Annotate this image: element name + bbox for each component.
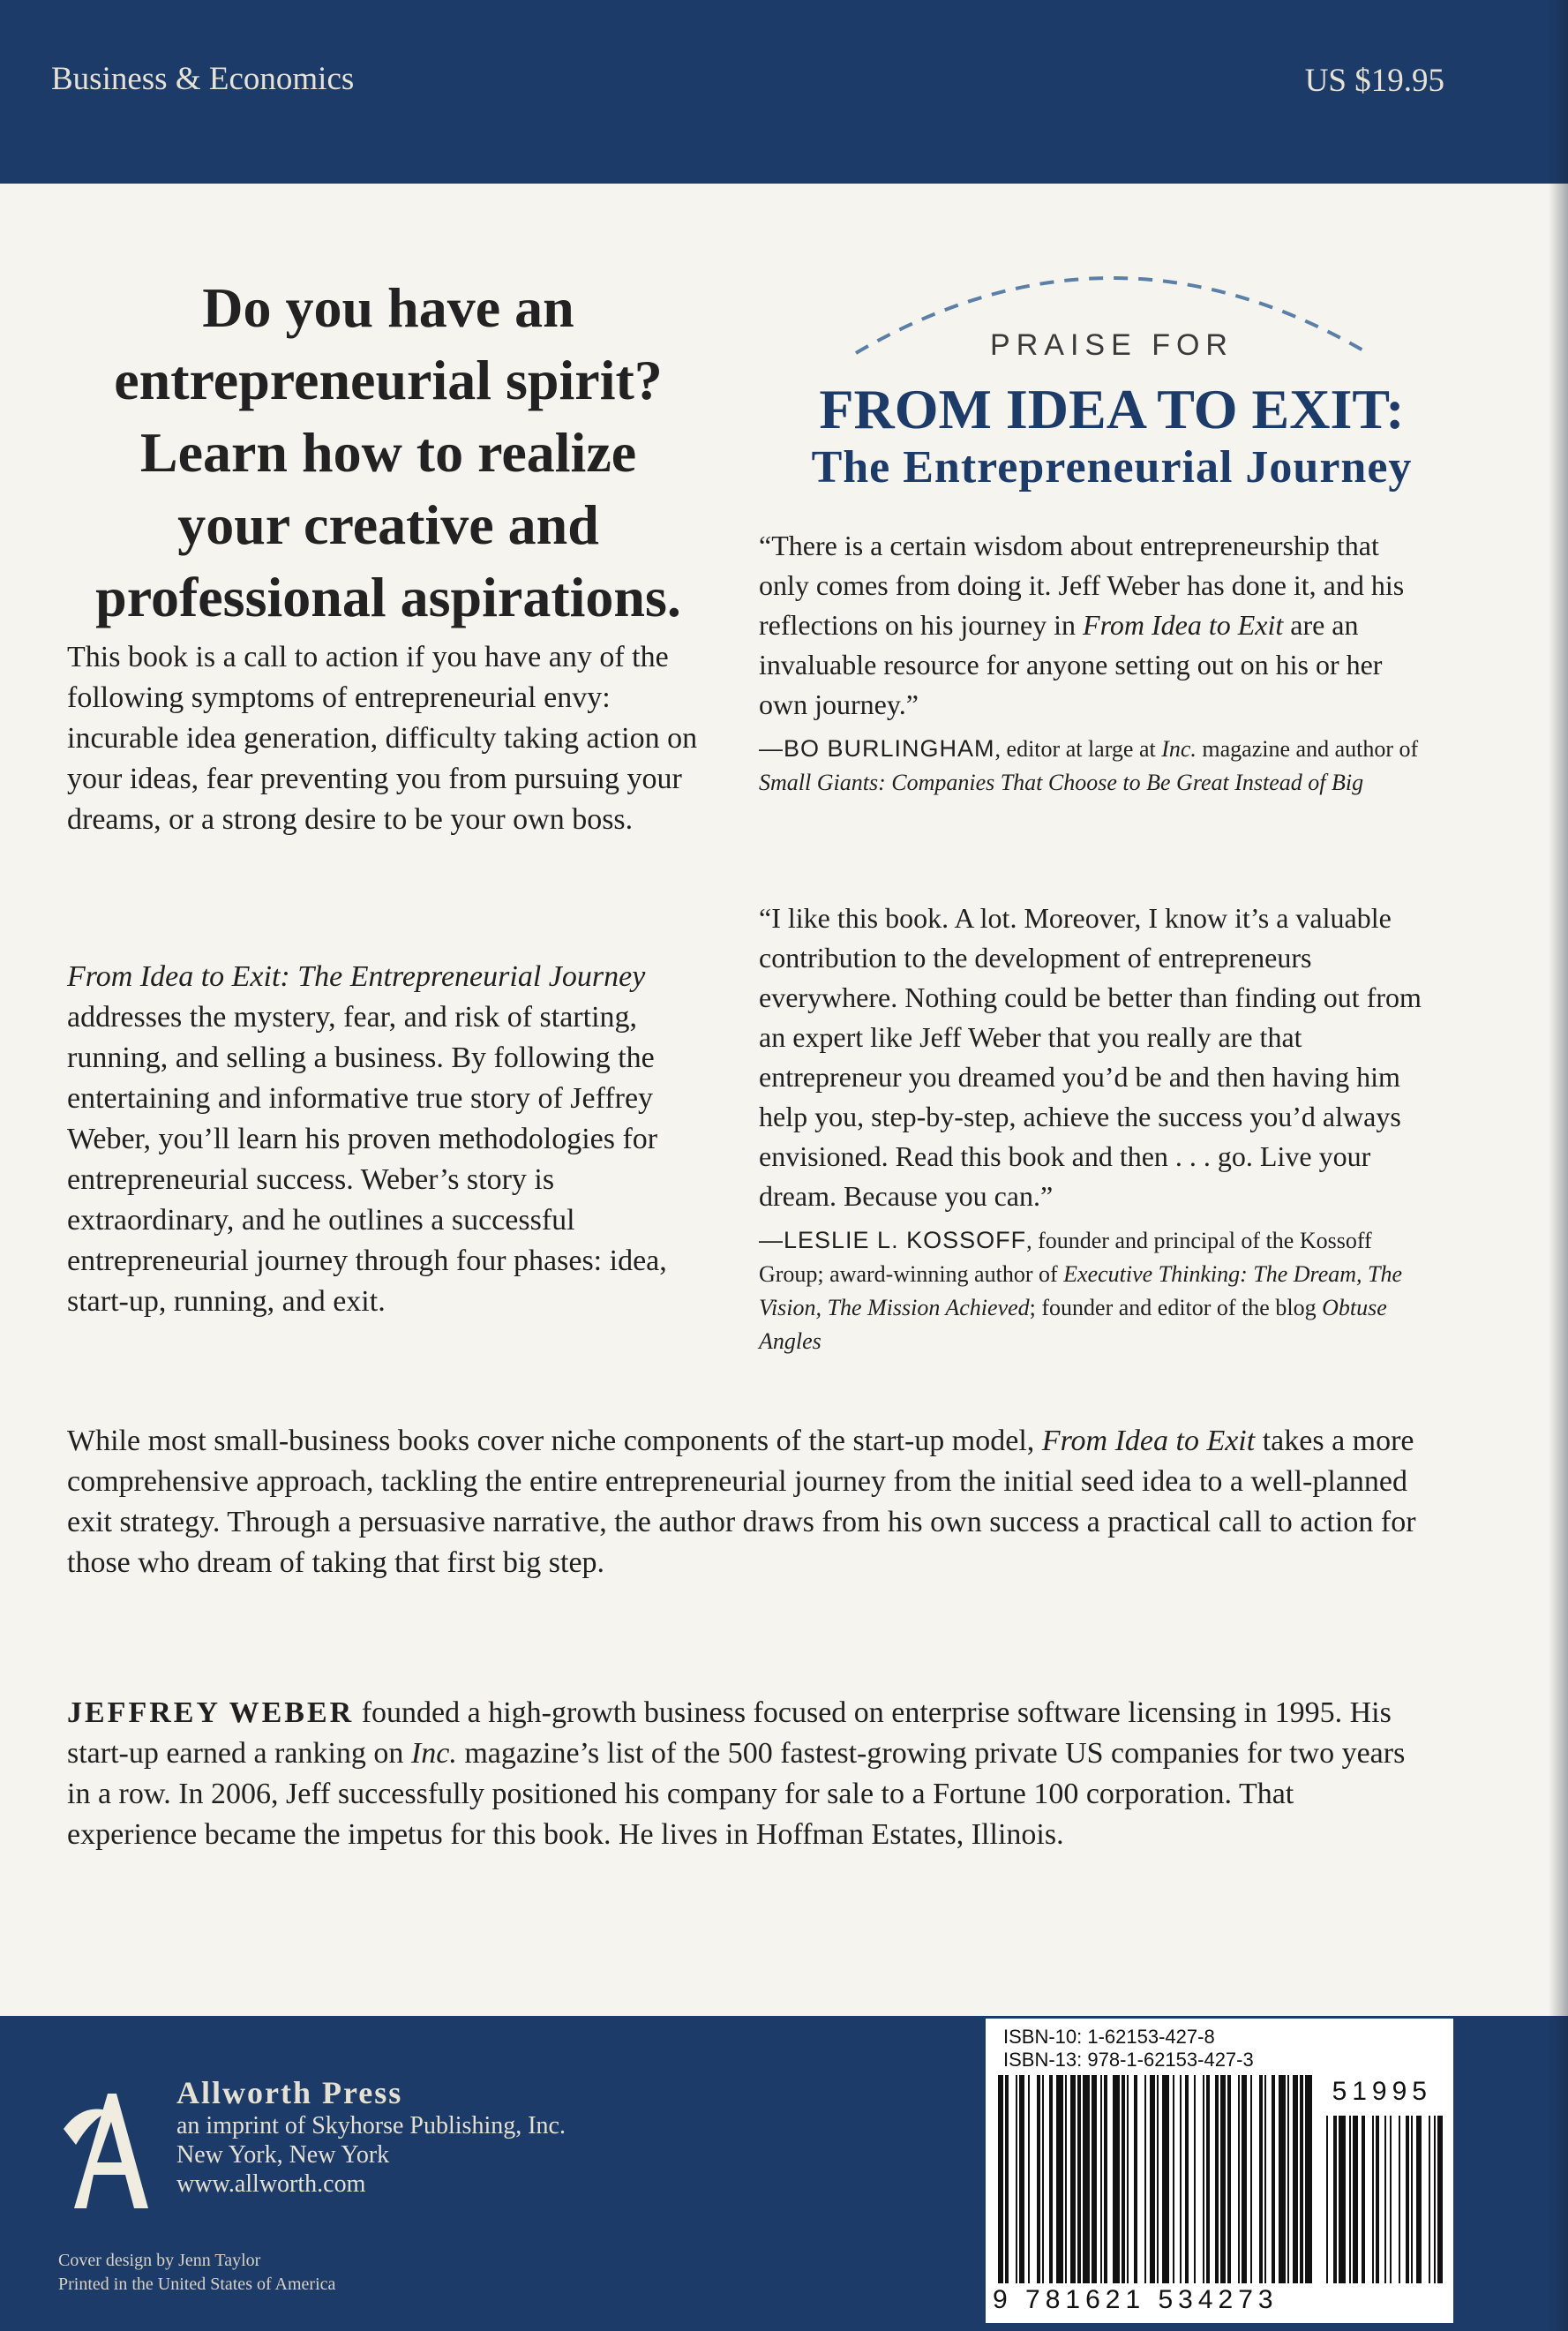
barcode-bar [1238,2075,1240,2283]
quote-book-title: From Idea to Exit [1083,609,1284,641]
praise-quote [759,899,1435,1358]
price-barcode-bar [1339,2116,1346,2283]
barcode-bar [1305,2075,1312,2283]
quote-text-part: “There is a certain wisdom about entrepreneurship that only comes from doing it. Jeff Weber has done it, and his reflections on his journey in [759,530,1405,641]
barcode-bar [1242,2075,1247,2283]
hook-line: Do you have an [202,276,574,339]
description-paragraph [67,957,711,1322]
barcode-box [986,2019,1453,2323]
barcode-bar [1259,2075,1263,2283]
barcode-bar [1104,2075,1107,2283]
isbn-10: ISBN-10: 1-62153-427-8 [1003,2026,1215,2048]
price-barcode-bar [1434,2116,1436,2283]
barcode-bar [1056,2075,1063,2283]
attribution-role: , editor at large at [994,736,1162,762]
barcode-bar [1215,2075,1219,2283]
price-barcode-bar [1411,2116,1413,2283]
credit-line: Cover design by Jenn Taylor [58,2251,261,2270]
price-code: 51995 [1332,2077,1432,2106]
price-barcode-bar [1384,2116,1386,2283]
barcode-bar [1227,2075,1231,2283]
praise-book-subtitle: The Entrepreneurial Journey [811,442,1413,493]
description-text: While most small-business books cover niche components of the start-up model, [67,1425,1042,1457]
barcode-bar [1065,2075,1067,2283]
publisher-website: www.allworth.com [176,2170,366,2198]
price-barcode-bar [1406,2116,1409,2283]
hook-line: Learn how to realize [139,421,637,484]
attribution-role: , founder and principal of the Kossoff Group; award-winning author of [759,1228,1372,1287]
publisher-name: Allworth Press [176,2075,403,2110]
attribution-blog: Obtuse Angles [759,1295,1387,1354]
barcode-graphic [986,2019,1453,2323]
quote-text: “I like this book. A lot. Moreover, I know it’s a valuable contribution to the development of entrepreneurs everywhere. Nothing could be better than finding out from an expert like Jeff Weber that you really are that entrepreneur you dreamed you’d be and then having him help you, step-by-step, achieve the success you’d always envisioned. Read this book and then . . . go. Live your dream. Because you can.” [759,902,1422,1212]
barcode-bar [1279,2075,1286,2283]
description-text: takes a more comprehensive approach, tackling the entire entrepreneurial journey from the initial seed idea to a well-planned exit strategy. Through a persuasive narrative, the author draws from his own success a practical call to action for those who dream of taking that first big step. [67,1425,1416,1579]
price-barcode-bar [1429,2116,1430,2283]
publisher-line: an imprint of Skyhorse Publishing, Inc. [176,2112,566,2139]
barcode-bar [1264,2075,1266,2283]
price-barcode-bar [1437,2116,1443,2283]
attribution-book: Executive Thinking: The Dream, The Vision, The Mission Achieved [759,1261,1403,1320]
barcode-bar [1173,2075,1174,2283]
price-barcode-bar [1372,2116,1374,2283]
credit-line: Printed in the United States of America [58,2275,336,2294]
barcode-bar [1157,2075,1159,2283]
allworth-logo-icon [56,2076,162,2217]
hook-line: your creative and [177,493,599,556]
bio-magazine: Inc. [410,1737,457,1770]
barcode-bar [1092,2075,1097,2283]
price-barcode-bar [1333,2116,1337,2283]
barcode-digits: 9 781621 534273 [993,2285,1279,2314]
price-barcode-bar [1353,2116,1358,2283]
barcode-bar [1005,2075,1009,2283]
attribution-name: LESLIE L. KOSSOFF [784,1227,1027,1253]
top-band [0,0,1568,184]
attribution-role: ; founder and editor of the blog [1029,1295,1323,1320]
barcode-bar [1049,2075,1053,2283]
barcode-bar [1220,2075,1226,2283]
hook-line: entrepreneurial spirit? [114,349,663,411]
barcode-bar [1134,2075,1137,2283]
isbn-13: ISBN-13: 978-1-62153-427-3 [1003,2049,1254,2071]
quote-attribution [759,732,1435,800]
attribution-dash: — [759,735,784,762]
barcode-bar [1185,2075,1189,2283]
barcode-bar [1272,2075,1275,2283]
attribution-dash: — [759,1227,784,1253]
barcode-bar [1122,2075,1125,2283]
price-barcode-bar [1376,2116,1379,2283]
barcode-bar [1206,2075,1210,2283]
barcode-bar [1150,2075,1155,2283]
barcode-bar [1287,2075,1289,2283]
price-barcode-bar [1399,2116,1400,2283]
price-barcode-bar [1349,2116,1351,2283]
publisher-line: New York, New York [176,2141,390,2169]
attribution-magazine: Inc. [1161,736,1197,762]
price-barcode-bar [1326,2116,1328,2283]
spine-shadow [1549,0,1568,2331]
barcode-bar [1144,2075,1146,2283]
bio-text: magazine’s list of the 500 fastest-growing private US companies for two years in a row. In 2006, Jeff successfully positioned his company for sale to a Fortune 100 corporation. That experience became the impetus for this book. He lives in Hoffman Estates, Illinois. [67,1737,1406,1851]
praise-label: PRAISE FOR [990,328,1234,362]
barcode-bar [1127,2075,1129,2283]
barcode-bar [1194,2075,1196,2283]
barcode-bar [1100,2075,1102,2283]
price-label: US $19.95 [1304,63,1444,99]
quote-text [759,526,1435,725]
barcode-bar [1019,2075,1024,2283]
description-paragraph: This book is a call to action if you have any of the following symptoms of entrepreneurial envy: incurable idea generation, difficulty taking action on your ideas, fear preventing you from pursuing your dreams, or a strong desire to be your own boss. [67,641,698,836]
barcode-bar [1083,2075,1090,2283]
barcode-bar [998,2075,1003,2283]
book-title-inline: From Idea to Exit [1041,1425,1256,1457]
praise-quote [759,526,1435,800]
price-barcode-bar [1362,2116,1365,2283]
barcode-bar [1077,2075,1081,2283]
price-barcode-bar [1390,2116,1392,2283]
author-name: JEFFREY WEBER [67,1696,355,1729]
barcode-bar [1113,2075,1120,2283]
description-text: addresses the mystery, fear, and risk of starting, running, and selling a business. By following the entertaining and informative true story of Jeffrey Weber, you’ll learn his proven methodologies for entrepreneurial success. Weber’s story is extraordinary, and he outlines a successful entrepreneurial journey through four phases: idea, start-up, running, and exit. [67,1001,667,1318]
book-title-inline: From Idea to Exit: The Entrepreneurial Journey [67,960,646,993]
category-label: Business & Economics [51,61,355,97]
barcode-bar [1293,2075,1298,2283]
praise-book-title: FROM IDEA TO EXIT: [819,378,1405,440]
price-barcode-bar [1416,2116,1422,2283]
barcode-bar [1180,2075,1182,2283]
attribution-book: Small Giants: Companies That Choose to Be Great Instead of Big [759,770,1364,795]
hook-headline [53,272,724,634]
attribution-role: magazine and author of [1196,736,1419,762]
barcode-bar [1250,2075,1252,2283]
cover-credits [58,2249,335,2297]
barcode-bar [1037,2075,1040,2283]
hook-line: professional aspirations. [95,566,681,628]
barcode-bar [1300,2075,1303,2283]
barcode-bar [1028,2075,1030,2283]
attribution-name: BO BURLINGHAM [784,735,995,762]
bio-text: founded a high-growth business focused on enterprise software licensing in 1995. His start-up earned a ranking on [67,1696,1392,1770]
barcode-bar [1016,2075,1017,2283]
author-bio [67,1693,1417,1855]
barcode-bar [1162,2075,1169,2283]
barcode-bar [1203,2075,1204,2283]
description-paragraph [67,1421,1417,1583]
quote-text-part: are an invaluable resource for anyone setting out on his or her own journey.” [759,609,1383,720]
quote-attribution [759,1223,1435,1358]
publisher-info [176,2074,566,2199]
barcode-bar [1070,2075,1076,2283]
barcode-bar [1042,2075,1044,2283]
